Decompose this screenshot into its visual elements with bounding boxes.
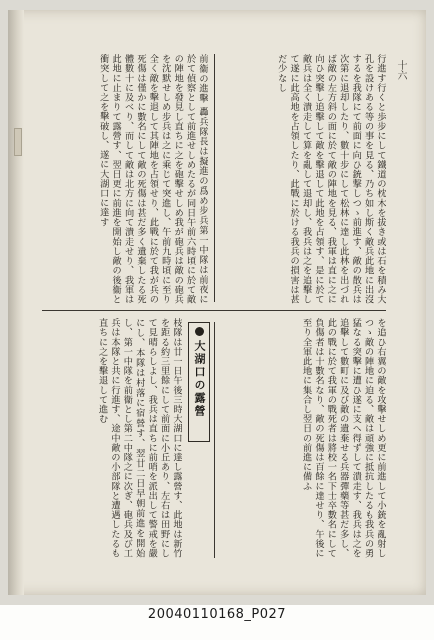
lower-left-column-text: 枝隊は廿一日午後三時大湖口に達し露營す、此地は新竹を距る約三里餘にして前面に小丘あり、左右は田野にして見晴らしよし、我兵は直ちに前哨を派出して警戒を嚴にし、本隊は村落に宿營す、翌廿二日早朝前進を開始し、第一中隊を前衞とし第二中隊之に次ぎ、砲兵及び工兵は本隊と共に行進す、途中敵の小部隊と遭遇したるも直ちに之を擊退して進む bbox=[96, 318, 182, 558]
upper-left-column-text: 前衞の進擊 轟兵隊長は擬進の爲め步兵第一中隊は前夜に於て偵察として前進せしめたるが同日午前六時頃に於て敵の陣地を發見し直ちに之を砲擊せしめ我が砲兵は敵の砲兵を沈默せしめ步兵は之に乘じて突進し、午前九時頃に至り全く敵を擊退して其陣地を占領せり、此戰に於て我が兵の死傷は僅かに數名にして敵の死傷は甚だ多く遺棄したる死體數十に及べり、而して敵は北方に向て潰走せり、我軍は此地に止まりて露營す、翌日更に前進を開始し敵の後衞と衝突して之を擊破し、遂に大湖口に達す bbox=[97, 54, 208, 304]
print-area bbox=[42, 54, 406, 558]
column-divider-lower bbox=[214, 322, 215, 558]
page-number: 十六 bbox=[395, 60, 406, 80]
section-heading bbox=[188, 322, 210, 442]
book-page bbox=[8, 10, 426, 595]
page-tab bbox=[14, 128, 22, 156]
book-gutter bbox=[8, 10, 24, 595]
section-heading-text: 大湖口の露營 bbox=[193, 340, 206, 418]
horizontal-rule bbox=[42, 310, 386, 311]
image-caption: 20040110168_P027 bbox=[147, 607, 287, 622]
upper-right-column-text: 行進す行くと歩步にして鐵道の枕木を拔き或は石を積み大孔を設けある等の事を見る、乃ち如し斯く敵兵此地に出沒するを我隊にて前面に向ひ銃撃しつゝ前進す、敵の散兵は次第に退却したり、數十步にして松林に達し此林を出づれば敵の左方斜の面に於て敵の陣地を見る、我軍は直に之に向ひ突擊し追擊して敵を擊退して此地を占領す、是に於て敵兵は全く潰走して算を亂して退却し、我兵は之を追擊して遂に此高地を占領したり、此戰に於ける我兵の損害は甚だ少なし bbox=[275, 54, 386, 304]
bullet-icon bbox=[195, 327, 204, 336]
lower-right-column-text: を追ひ右翼の敵を攻擊せしめ更に前進して小銃を亂射しつゝ敵の陣地に迫る、敵は頑強に抵抗したるも我兵の勇猛なる突擊に遭ひ遂に支へ得ずして潰走す、我兵は之を追擊して數町に及び敵の遺棄せる兵器彈藥等甚だ多し、此の戰に於て我軍の戰死者は將校一名下士卒數名にして負傷者は十數名なり、敵の死傷は百餘に達せり、午後に至り全軍此地に集合し翌日の前進に備ふ bbox=[300, 318, 386, 558]
column-divider-upper bbox=[214, 54, 215, 302]
